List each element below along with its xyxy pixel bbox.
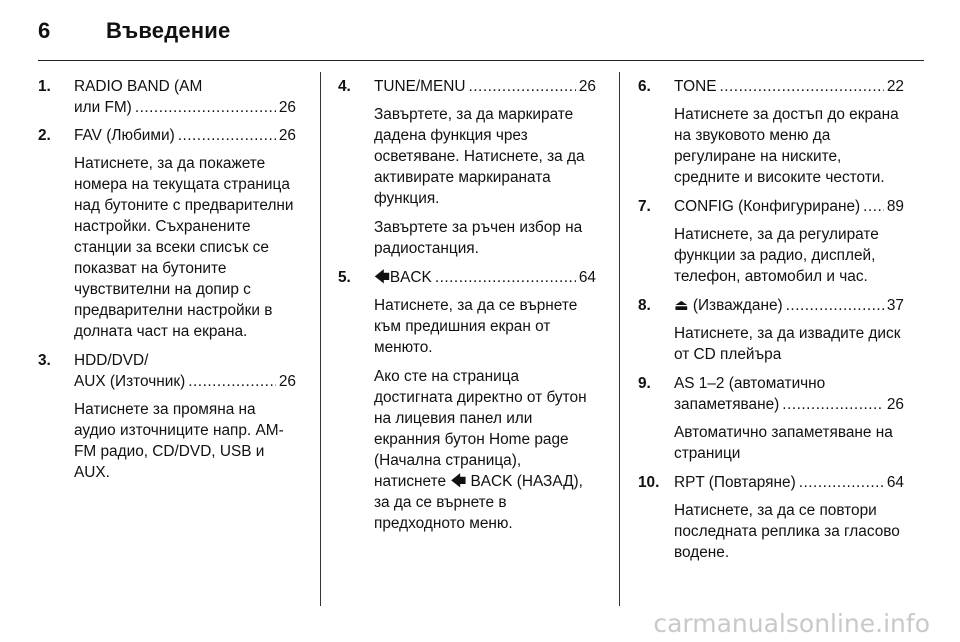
item-number: 4. [338, 78, 351, 95]
item-description: Автоматично запаметяване на страници [674, 424, 893, 462]
item-title-line: AS 1–2 (автоматично [674, 375, 826, 392]
list-item-10 [638, 472, 904, 493]
item-description: Натиснете за достъп до екрана на звуковото меню да регулиране на ниските, средните и високите честоти. [674, 106, 899, 186]
page-ref: 26 [278, 99, 296, 116]
item-title-leader [74, 371, 296, 392]
item-title: TUNE/MENU [374, 78, 466, 95]
item-title: CONFIG (Конфигуриране) [674, 198, 861, 215]
list-item-5 [338, 267, 596, 288]
item-description-text: Ако сте на страница достигната директно от бутон на лицевия панел или екранния бутон Home page (Начална страница), натиснете [374, 368, 587, 490]
item-description: Натиснете, за да регулирате функции за радио, дисплей, телефон, автомобил и час. [674, 226, 879, 285]
item-number: 1. [38, 78, 51, 95]
page-ref: 64 [886, 474, 904, 491]
item-description [338, 366, 596, 534]
column-1 [38, 76, 296, 491]
column-divider [619, 72, 620, 606]
list-item-2 [38, 125, 296, 146]
watermark: carmanualsonline.info [653, 609, 930, 638]
dot-leader [786, 295, 884, 316]
dot-leader [435, 267, 576, 288]
item-title: (Изваждане) [692, 297, 783, 314]
item-title: TONE [674, 78, 717, 95]
item-description: Натиснете, за да извадите диск от CD плейъра [674, 325, 901, 363]
dot-leader [135, 97, 276, 118]
item-description: Натиснете, за да се повтори последната реплика за гласово водене. [674, 502, 900, 561]
item-number: 3. [38, 352, 51, 369]
page-number: 6 [38, 18, 51, 43]
item-description-text: BACK (НАЗАД), за да се върнете в предходното меню. [374, 473, 583, 532]
item-title-leader [674, 196, 904, 217]
page-header [38, 18, 230, 48]
page-ref: 89 [886, 198, 904, 215]
page-title: Въведение [106, 18, 231, 43]
list-item-4 [338, 76, 596, 97]
dot-leader [782, 394, 884, 415]
item-description: Завъртете за ръчен избор на радиостанция. [374, 219, 583, 257]
list-item-6 [638, 76, 904, 97]
item-title-leader [674, 394, 904, 415]
list-item-9 [638, 373, 904, 415]
item-title: RPT (Повтаряне) [674, 474, 796, 491]
page-ref: 64 [578, 269, 596, 286]
dot-leader [178, 125, 276, 146]
item-title: запаметяване) [674, 396, 780, 413]
back-arrow-icon: 🡄 [450, 473, 467, 490]
eject-icon: ⏏ [674, 297, 689, 314]
item-title-leader [374, 267, 596, 288]
dot-leader [799, 472, 884, 493]
item-title-leader [674, 76, 904, 97]
item-number: 7. [638, 198, 651, 215]
back-arrow-icon: 🡄 [374, 269, 390, 286]
column-divider [320, 72, 321, 606]
item-title: FAV (Любими) [74, 127, 175, 144]
item-title-leader [374, 76, 596, 97]
item-description: Натиснете, за да се върнете към предишния екран от менюто. [374, 297, 578, 356]
page-ref: 26 [886, 396, 904, 413]
column-2 [338, 76, 596, 542]
page-ref: 26 [278, 127, 296, 144]
item-title: AUX (Източник) [74, 373, 186, 390]
item-title-line: HDD/DVD/ [74, 352, 149, 369]
list-item-3 [38, 350, 296, 392]
item-description: Натиснете, за да покажете номера на текущата страница над бутоните с предварителни настройки. Съхранените станции за всеки списък се показват на бутоните чувствителни на допир с предварителни настройки в долната част на екрана. [74, 155, 294, 340]
page-ref: 37 [886, 297, 904, 314]
item-description: Натиснете за промяна на аудио източниците напр. AM-FM радио, CD/DVD, USB и AUX. [74, 401, 284, 481]
column-3 [638, 76, 904, 571]
page-ref: 26 [578, 78, 596, 95]
dot-leader [188, 371, 276, 392]
item-number: 6. [638, 78, 651, 95]
dot-leader [719, 76, 883, 97]
list-item-1 [38, 76, 296, 118]
item-description: Завъртете, за да маркирате дадена функция чрез осветяване. Натиснете, за да активирате маркираната функция. [374, 106, 585, 207]
item-number: 8. [638, 297, 651, 314]
page-ref: 22 [886, 78, 904, 95]
item-title-leader [674, 472, 904, 493]
item-number: 9. [638, 375, 651, 392]
item-number: 10. [638, 474, 660, 491]
dot-leader [469, 76, 576, 97]
item-title: BACK [389, 269, 432, 286]
item-number: 2. [38, 127, 51, 144]
header-rule [38, 60, 924, 61]
item-title-leader [74, 97, 296, 118]
list-item-8 [638, 295, 904, 316]
item-title-leader [74, 125, 296, 146]
item-title: или FM) [74, 99, 132, 116]
list-item-7 [638, 196, 904, 217]
item-title-line: RADIO BAND (AM [74, 78, 203, 95]
item-number: 5. [338, 269, 351, 286]
dot-leader [863, 196, 884, 217]
page-ref: 26 [278, 373, 296, 390]
item-title-leader [674, 295, 904, 316]
